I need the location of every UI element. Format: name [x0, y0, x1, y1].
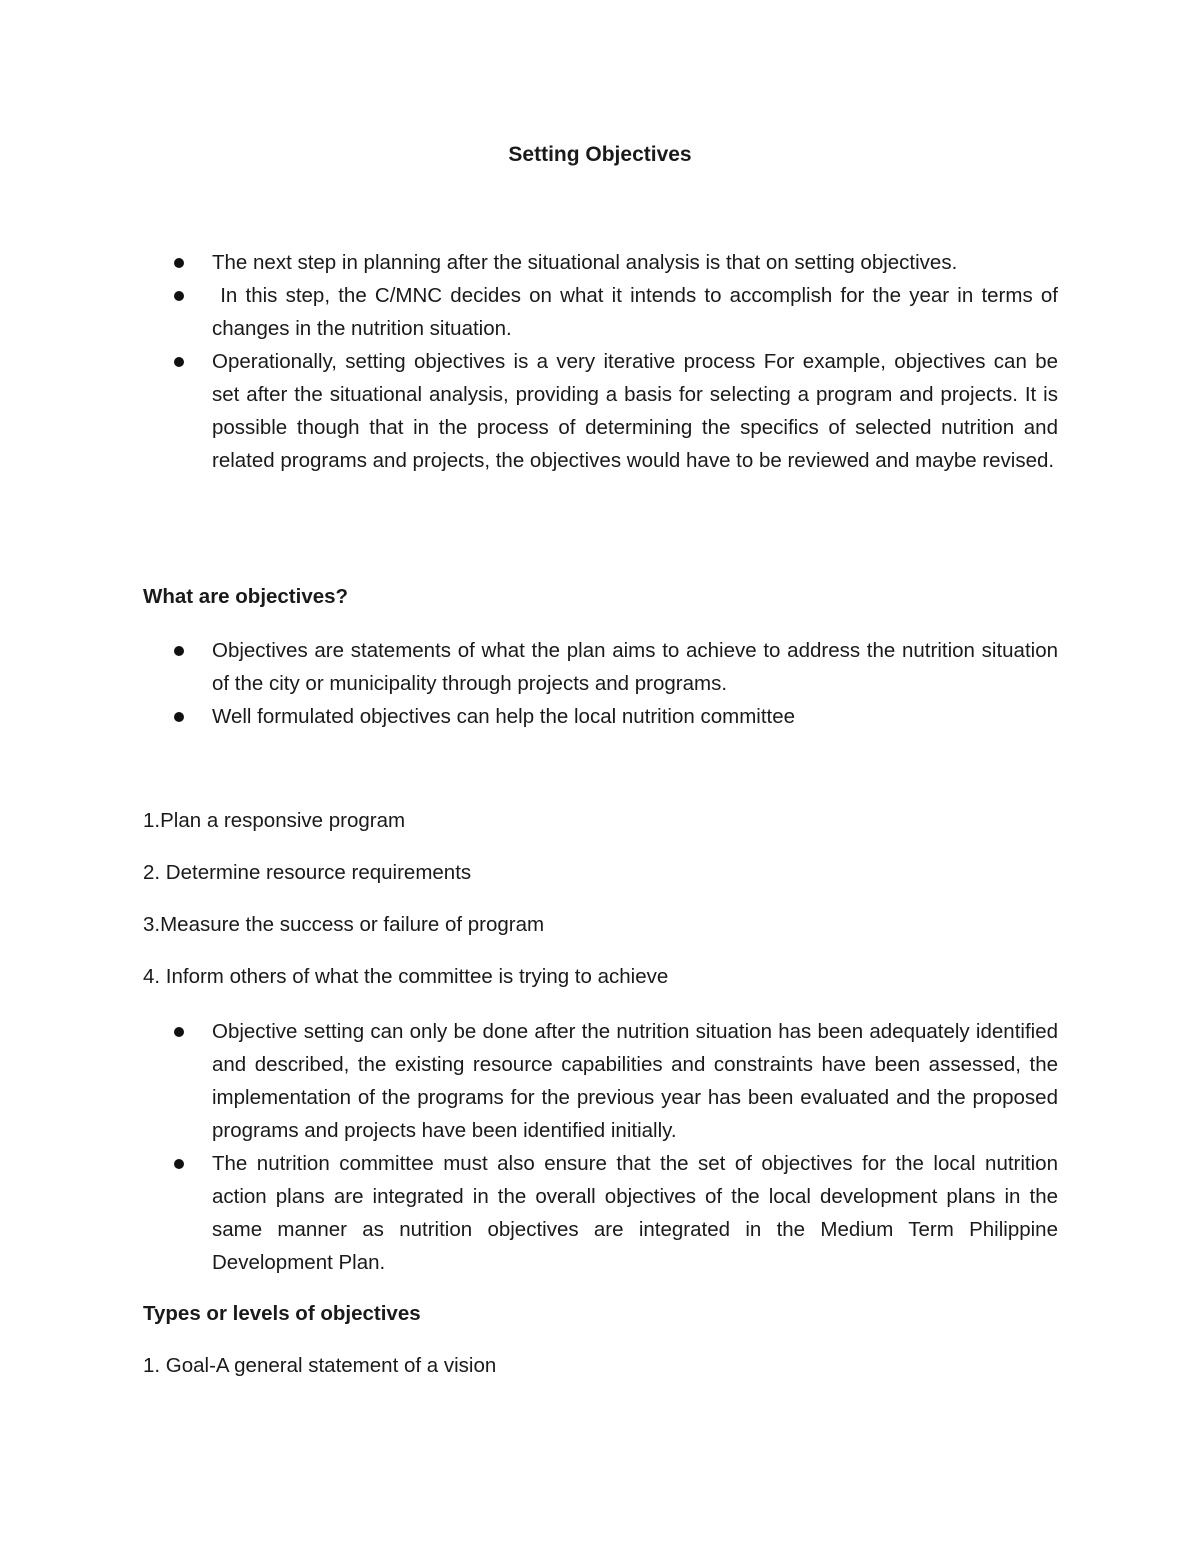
numbered-item: 2. Determine resource requirements	[143, 861, 472, 884]
section-heading-what-are-objectives: What are objectives?	[143, 585, 349, 608]
setting-bullet-list	[0, 1015, 1200, 1279]
bullet-icon	[174, 646, 184, 656]
intro-bullet-list	[0, 246, 1200, 477]
list-item-text: Well formulated objectives can help the local nutrition committee	[212, 705, 796, 728]
numbered-item: 4. Inform others of what the committee is trying to achieve	[143, 965, 669, 988]
bullet-icon	[174, 357, 184, 367]
list-item-text: Objective setting can only be done after the nutrition situation has been adequately identified and described, the existing resource capabilities and constraints have been assessed, the implementation of the programs for the previous year has been evaluated and the proposed programs and projects have been identified initially.	[212, 1020, 1058, 1142]
numbered-item: 3.Measure the success or failure of program	[143, 913, 545, 936]
list-item	[212, 345, 1058, 477]
section-heading-types-of-objectives: Types or levels of objectives	[143, 1302, 421, 1325]
list-item-text: The next step in planning after the situational analysis is that on setting objectives.	[212, 251, 958, 274]
list-item	[212, 700, 1058, 733]
list-item	[212, 1147, 1058, 1279]
bullet-icon	[174, 712, 184, 722]
bullet-icon	[174, 1027, 184, 1037]
list-item	[212, 279, 1058, 345]
numbered-item: 1. Goal-A general statement of a vision	[143, 1354, 497, 1377]
list-item-text: The nutrition committee must also ensure that the set of objectives for the local nutrition action plans are integrated in the overall objectives of the local development plans in the same manner as nutrition objectives are integrated in the Medium Term Philippine Development Plan.	[212, 1152, 1058, 1274]
list-item	[212, 1015, 1058, 1147]
list-item-text: In this step, the C/MNC decides on what it intends to accomplish for the year in terms of changes in the nutrition situation.	[212, 284, 1058, 340]
list-item	[212, 246, 1058, 279]
bullet-icon	[174, 291, 184, 301]
bullet-icon	[174, 1159, 184, 1169]
list-item	[212, 634, 1058, 700]
list-item-text: Operationally, setting objectives is a very iterative process For example, objectives can be set after the situational analysis, providing a basis for selecting a program and projects. It is possible though that in the process of determining the specifics of selected nutrition and related programs and projects, the objectives would have to be reviewed and maybe revised.	[212, 350, 1058, 472]
objectives-bullet-list	[0, 634, 1200, 733]
page-title: Setting Objectives	[508, 143, 692, 166]
list-item-text: Objectives are statements of what the plan aims to achieve to address the nutrition situation of the city or municipality through projects and programs.	[212, 639, 1058, 695]
numbered-item: 1.Plan a responsive program	[143, 809, 406, 832]
bullet-icon	[174, 258, 184, 268]
